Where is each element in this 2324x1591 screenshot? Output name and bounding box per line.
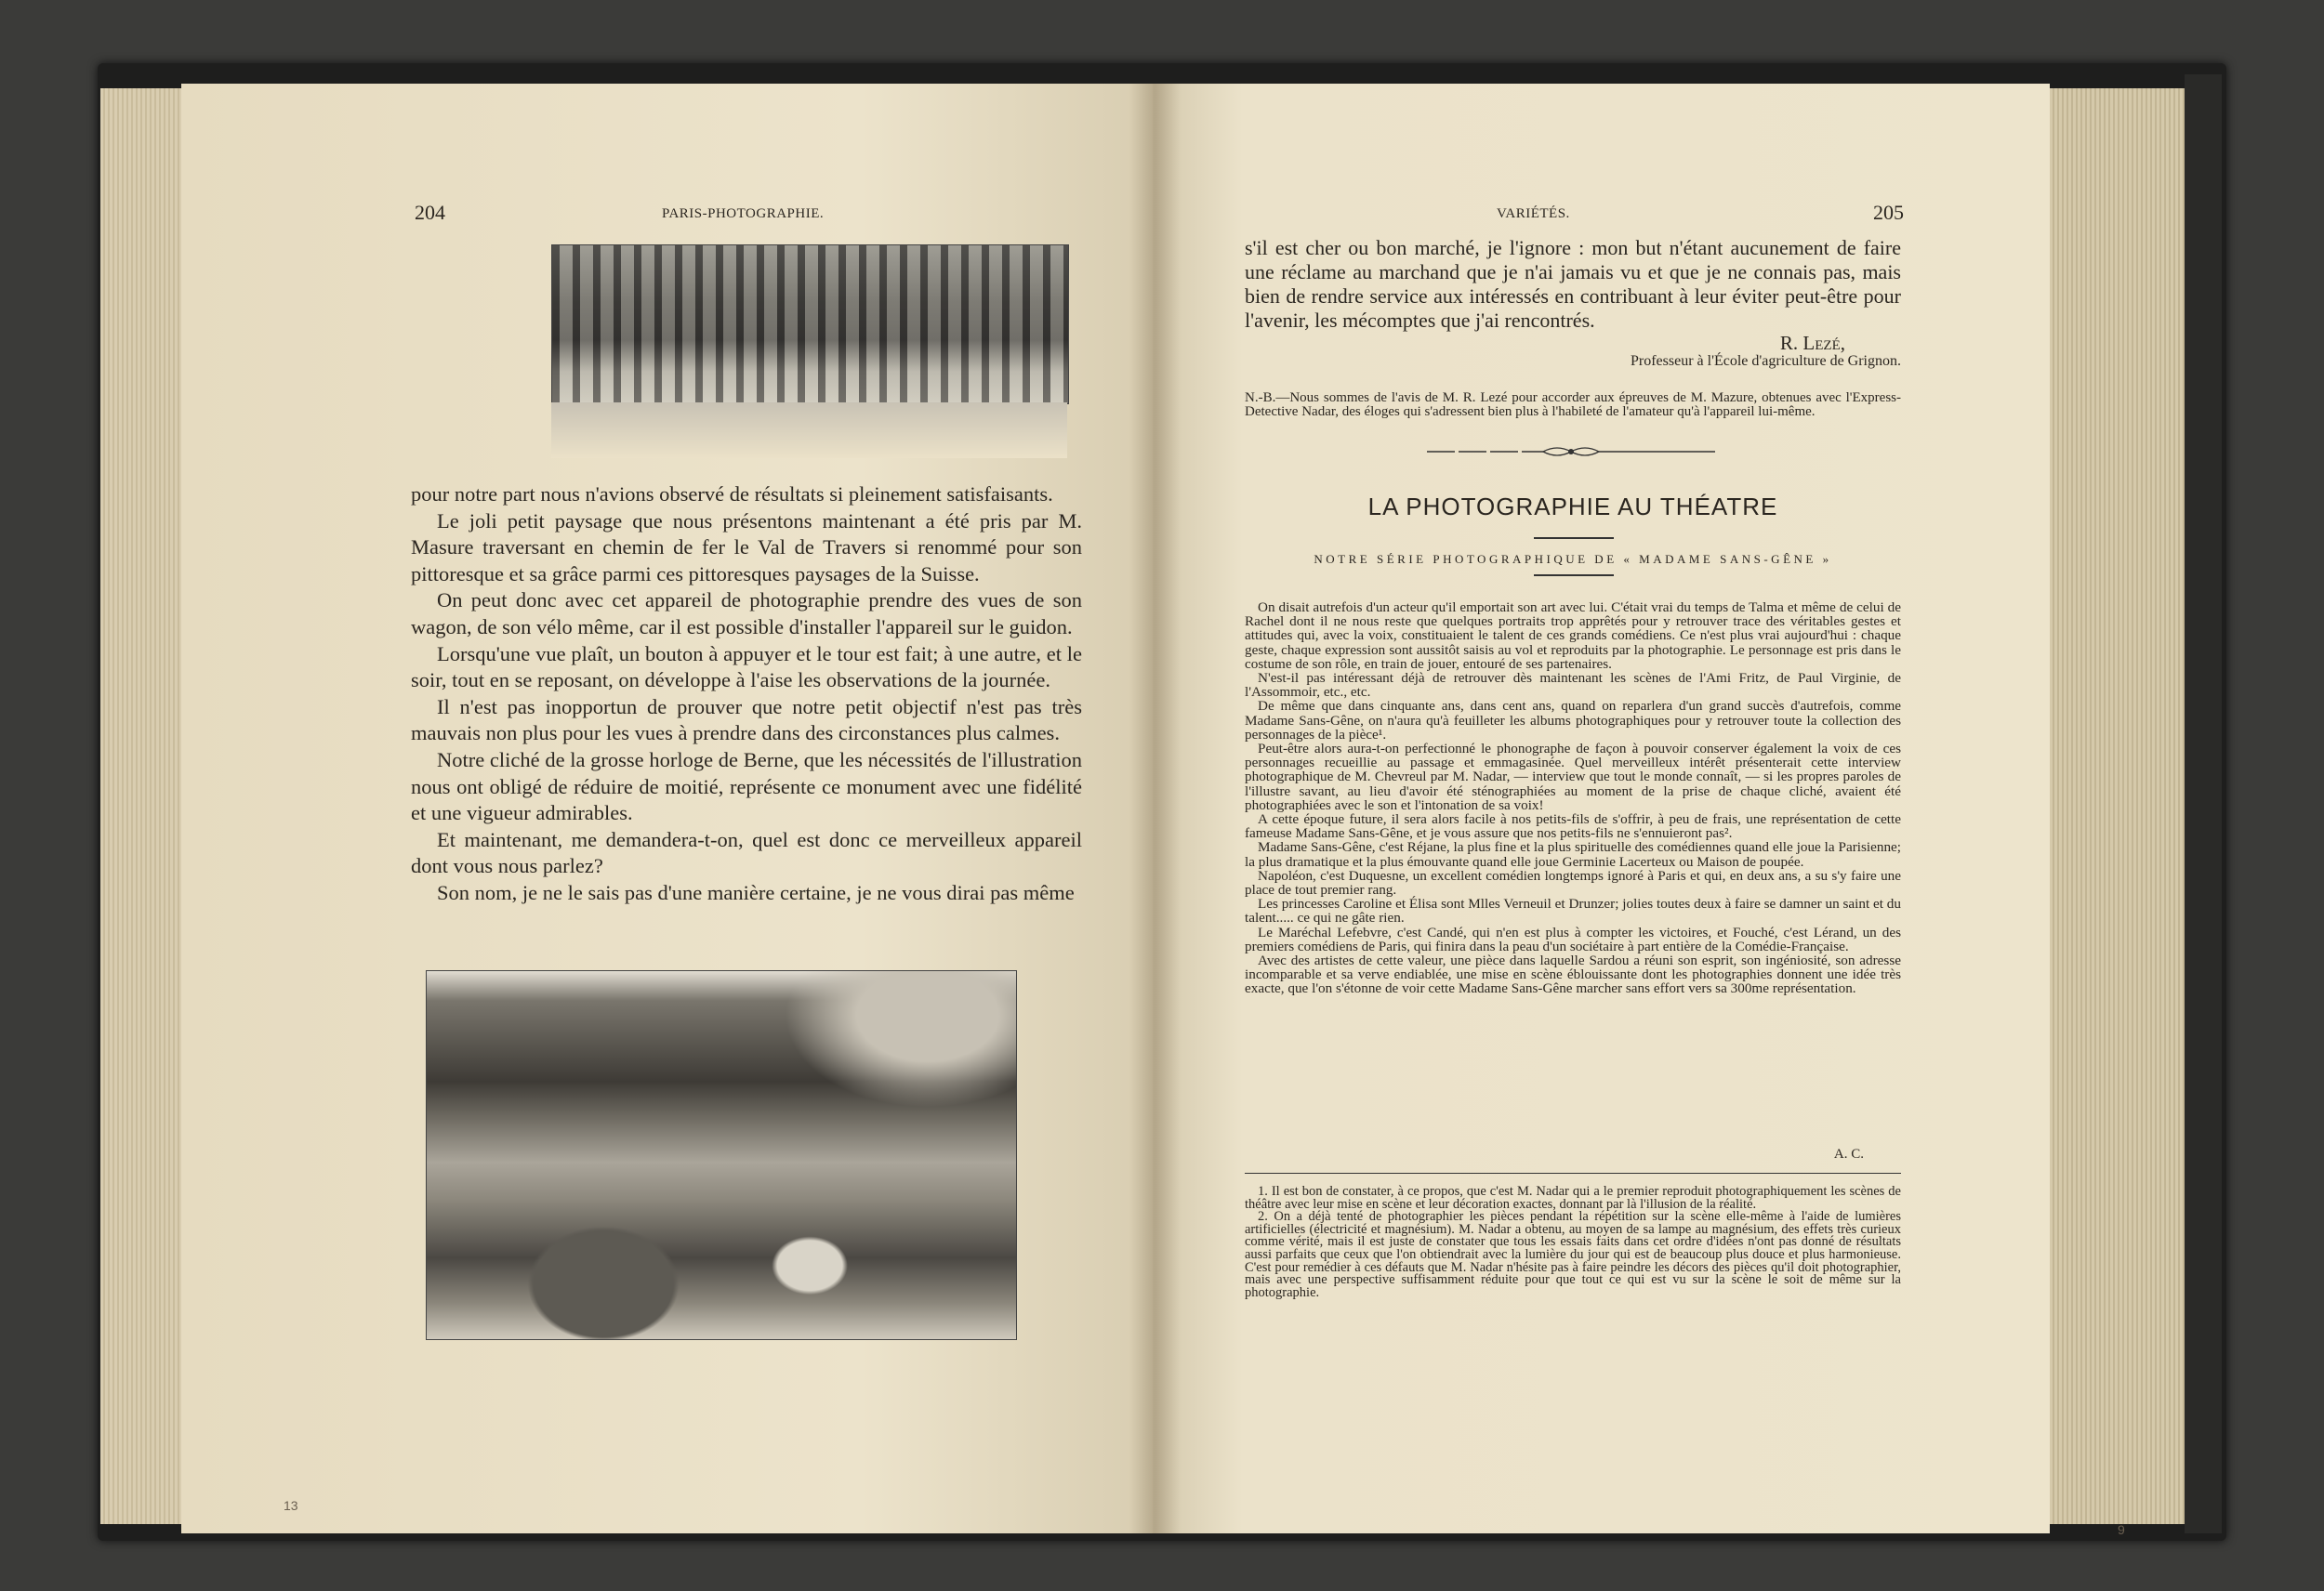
paragraph: Il n'est pas inopportun de prouver que notre petit objectif n'est pas très mauvais non plus pour les vues à prendre dans des circonstances plus calmes. — [411, 694, 1082, 745]
page-edges-right — [2045, 88, 2185, 1524]
nb-note: N.-B.—Nous sommes de l'avis de M. R. Lezé pour accorder aux épreuves de M. Mazure, obtenues avec l'Express-Detective Nadar, des éloges qui s'adressent bien plus à l'habileté de l'amateur qu'à l'appareil lui-même. — [1245, 390, 1901, 419]
author-initials: A. C. — [1833, 1147, 1864, 1162]
paragraph: Lorsqu'une vue plaît, un bouton à appuyer et le tour est fait; à une autre, et le soir, tout en se reposant, on développe à l'aise les observations de la journée. — [411, 641, 1082, 692]
running-head-left: PARIS-PHOTOGRAPHIE. — [662, 206, 825, 221]
paragraph: Madame Sans-Gêne, c'est Réjane, la plus fine et la plus spirituelle des comédiennes quand elle joue la Parisienne; la plus dramatique et la plus émouvante quand elle joue Germinie Lacerteux ou Maison de poupée. — [1245, 839, 1901, 870]
title-rule — [1534, 537, 1614, 539]
left-body-text — [411, 481, 1082, 907]
paragraph: Avec des artistes de cette valeur, une pièce dans laquelle Sardou a réuni son esprit, son ingéniosité, son adresse incomparable et sa verve endiablée, une mise en scène éblouissante dont les photographies donnent une idée très exacte, que l'on s'étonne de voir cette Madame Sans-Gêne marcher sans effort vers sa 300me représentation. — [1245, 953, 1901, 997]
book-gutter — [1129, 84, 1181, 1533]
footnote-rule — [1245, 1173, 1901, 1174]
paragraph: On peut donc avec cet appareil de photographie prendre des vues de son wagon, de son vélo même, car il est possible d'installer l'appareil sur le guidon. — [411, 588, 1082, 638]
paragraph: Peut-être alors aura-t-on perfectionné le phonographe de façon à pouvoir conserver également la voix de ces personnages recueillie au passage et emmagasinée. Quel merveilleux intérêt présenterait cette interview photographique de M. Chevreul par M. Nadar, — interview que tout le monde connaît, — si les propres paroles de l'illustre savant, au lieu d'avoir été sténographiées au moment de la prise de chaque cliché, avaient été photographiées avec le son et l'intonation de sa voix! — [1245, 741, 1901, 813]
footnote: 2. On a déjà tenté de photographier les pièces pendant la répétition sur la scène elle-même à l'aide de lumières artificielles (électricité et magnésium). M. Nadar a obtenu, au moyen de sa lampe au magnésium, des effets très curieux comme vérité, mais il est juste de constater que tous les essais faits dans cet ordre d'idées n'ont pas donné de résultats aussi parfaits que ceux que l'on obtiendrait avec la lumière du jour qui est de beaucoup plus douce et plus harmonieuse. C'est pour remédier à ces défauts que M. Nadar n'hésite pas à faire peindre les décors des pièces qu'il doit photographier, mais avec une perspective suffisamment réduite pour que tout ce qui est vu sur la scène le soit de même sur la photographie. — [1245, 1209, 1901, 1300]
paragraph: Son nom, je ne le sais pas d'une manière certaine, je ne vous dirai pas même — [437, 880, 1075, 904]
paragraph: Napoléon, c'est Duquesne, un excellent comédien longtemps ignoré à Paris et qui, en deux ans, a su s'y faire une place de tout premier rang. — [1245, 867, 1901, 899]
signature-title: Professeur à l'École d'agriculture de Grignon. — [1631, 353, 1901, 369]
signature: R. Lezé, — [1779, 332, 1845, 354]
paragraph: s'il est cher ou bon marché, je l'ignore : mon but n'étant aucunement de faire une réclame au marchand que je n'ai jamais vu et que je ne connais pas, mais bien de rendre service aux intéressés en contribuant à leur éviter peut-être pour l'avenir, les mécomptes que j'ai rencontrés. — [1245, 236, 1901, 332]
paragraph: Les princesses Caroline et Élisa sont Mlles Verneuil et Drunzer; jolies toutes deux à faire se damner un saint et du talent..... ce qui ne gâte rien. — [1245, 896, 1901, 927]
article-subtitle: NOTRE SÉRIE PHOTOGRAPHIQUE DE « MADAME SANS-GÊNE » — [1314, 552, 1832, 566]
cyclists-photo — [551, 244, 1069, 404]
article-body — [1245, 600, 1901, 996]
cover-edge-right — [2185, 74, 2222, 1533]
paragraph: Notre cliché de la grosse horloge de Berne, que les nécessités de l'illustration nous ont obligé de réduire de moitié, représente ce monument avec une fidélité et une vigueur admirables. — [411, 747, 1082, 825]
pencil-mark-right: 9 — [2118, 1522, 2125, 1537]
page-number-left: 204 — [415, 201, 445, 224]
page-edges-left — [100, 88, 184, 1524]
subtitle-rule — [1534, 574, 1614, 576]
paragraph: Et maintenant, me demandera-t-on, quel est donc ce merveilleux appareil dont vous nous parlez? — [411, 827, 1082, 878]
paragraph: De même que dans cinquante ans, dans cent ans, quand on reparlera d'un grand succès d'autrefois, comme Madame Sans-Gêne, on n'aura qu'à feuilleter les albums photographiques pour y retrouver toute la collection des personnages de la pièce¹. — [1245, 698, 1901, 743]
paragraph: pour notre part nous n'avions observé de résultats si pleinement satisfaisants. — [411, 482, 1053, 506]
paragraph: N'est-il pas intéressant déjà de retrouver dès maintenant les scènes de l'Ami Fritz, de Paul Virginie, de l'Assommoir, etc., etc. — [1245, 670, 1901, 701]
pencil-mark-left: 13 — [284, 1498, 298, 1513]
cyclists-photo-road — [551, 402, 1067, 458]
paragraph: On disait autrefois d'un acteur qu'il emportait son art avec lui. C'était vrai du temps de Talma et même de celui de Rachel dont il ne nous reste que quelques portraits trop apprêtés pour y retrouver trace des véritables gestes et attitudes qui, avec la voix, constituaient le talent de ces grands comédiens. Ce n'est plus vrai aujourd'hui : chaque geste, chaque expression sont aussitôt saisis au vol et reproduits par la photographie. Le personnage est pris dans le costume de son rôle, en train de jouer, entouré de ses partenaires. — [1245, 599, 1901, 672]
footnote: 1. Il est bon de constater, à ce propos, que c'est M. Nadar qui a le premier reproduit photographiquement les scènes de théâtre avec leur mise en scène et leur décoration exactes, donnant par là l'illusion de la réalité. — [1245, 1184, 1901, 1212]
footnotes — [1245, 1186, 1901, 1299]
intro-text — [1245, 236, 1901, 333]
ornament-divider — [1427, 444, 1715, 459]
val-de-travers-landscape-photo — [426, 970, 1017, 1340]
paragraph: Le Maréchal Lefebvre, c'est Candé, qui n'en est plus à compter les victoires, et Fouché, c'est Lérand, un des premiers comédiens de Paris, qui finira dans la peau d'un sociétaire à part entière de la Comédie-Française. — [1245, 924, 1901, 954]
running-head-right: VARIÉTÉS. — [1497, 206, 1570, 221]
paragraph: Le joli petit paysage que nous présentons maintenant a été pris par M. Masure traversant en chemin de fer le Val de Travers si renommé pour son pittoresque et sa grâce parmi ces pittoresques paysages de la Suisse. — [411, 508, 1082, 585]
page-number-right: 205 — [1873, 201, 1904, 224]
paragraph: A cette époque future, il sera alors facile à nos petits-fils de s'offrir, à peu de frais, une représentation de cette fameuse Madame Sans-Gêne, et je vous assure que nos petits-fils ne s'ennuieront pas². — [1245, 811, 1901, 842]
article-title: LA PHOTOGRAPHIE AU THÉATRE — [1367, 493, 1778, 520]
